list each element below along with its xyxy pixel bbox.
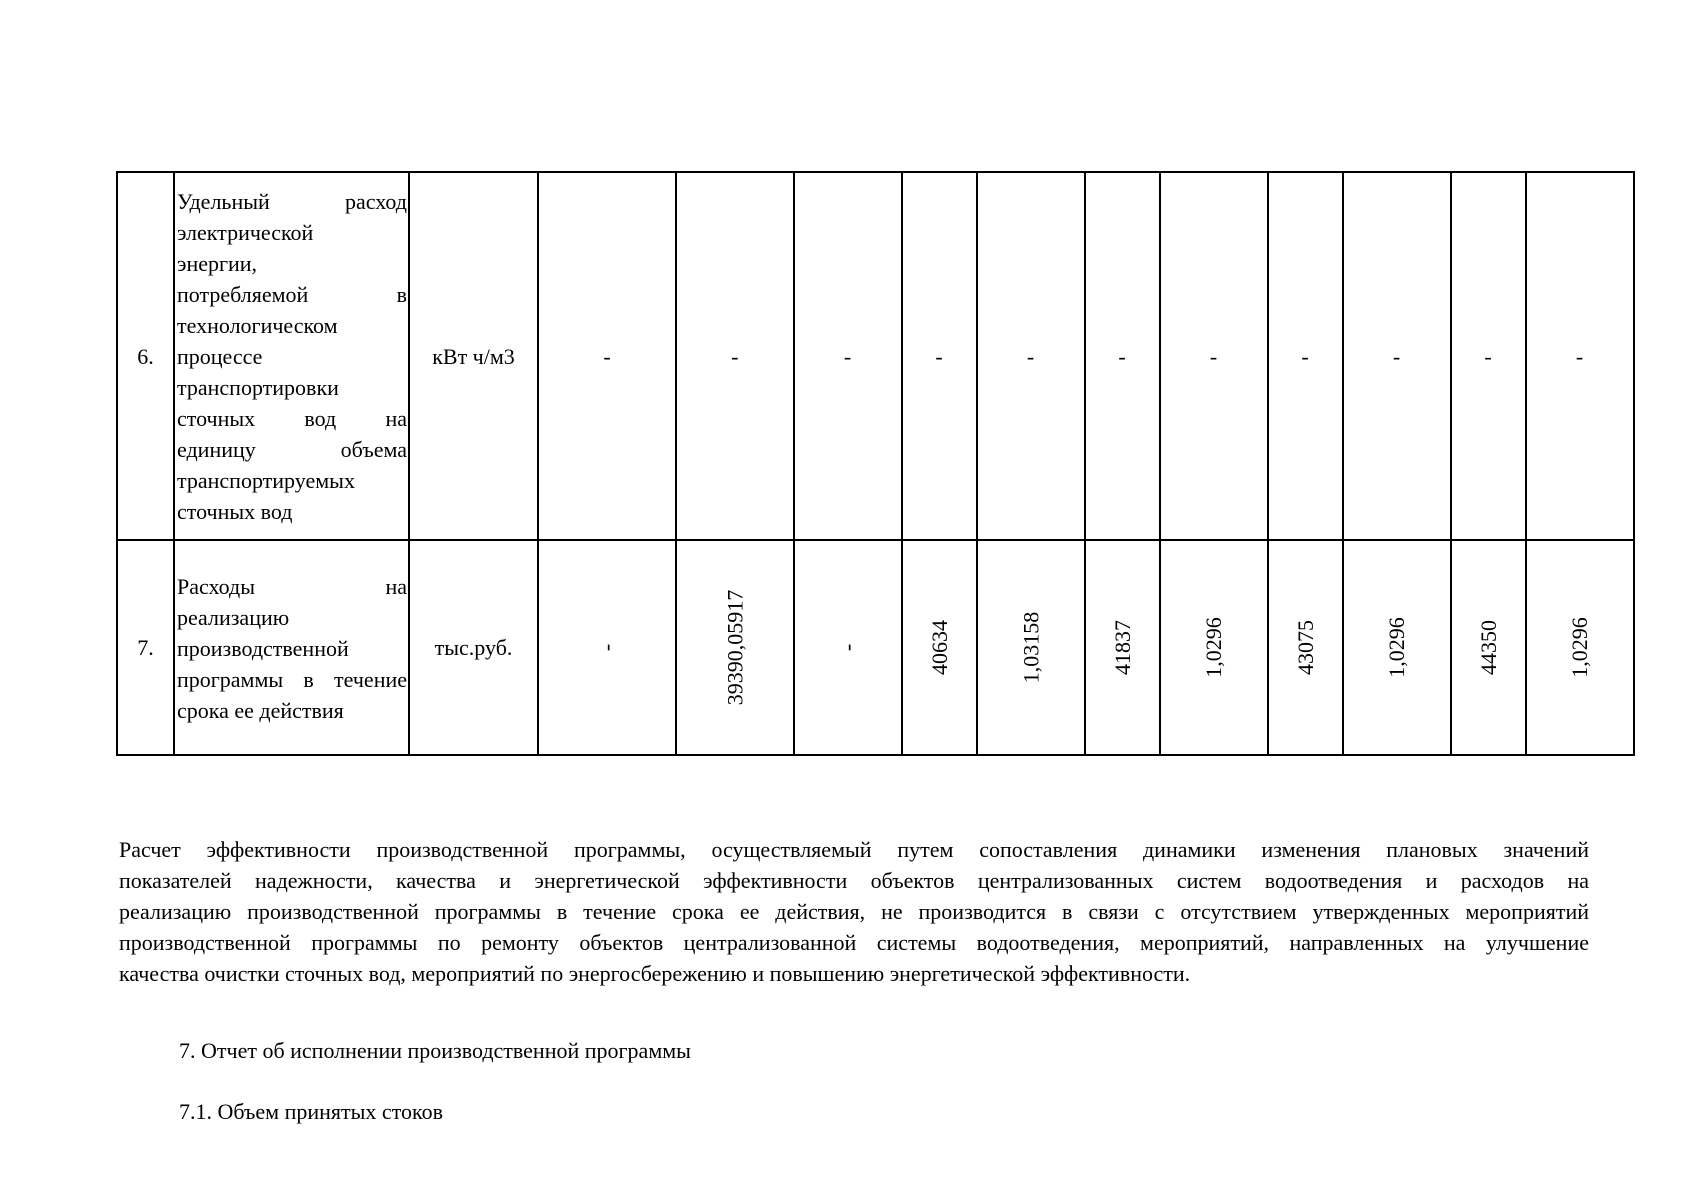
table-row <box>117 540 1634 755</box>
value-cell: - <box>1160 172 1268 540</box>
value-cell <box>1526 540 1634 755</box>
section-heading: 7. Отчет об исполнении производственной программы <box>179 1038 691 1063</box>
value-text: 1,0296 <box>1384 617 1409 678</box>
indicator-name-line: программы в течение <box>177 667 407 692</box>
indicator-name-line: Удельный расход <box>177 189 407 214</box>
paragraph-line: производственной программы по ремонту объектов централизованной системы водоотведения, мероприятий, направленных на улучшение <box>119 930 1589 955</box>
value-text: 43075 <box>1292 620 1318 675</box>
unit-cell: кВт ч/м3 <box>409 172 538 540</box>
indicator-name-line: единицу объема <box>177 437 407 462</box>
indicator-name <box>174 540 409 755</box>
value-text: 1,03158 <box>1018 611 1043 684</box>
row-number: 6. <box>117 172 174 540</box>
value-cell: - <box>1268 172 1343 540</box>
indicator-name-line: сточных вод на <box>177 406 407 431</box>
value-cell: - <box>1451 172 1526 540</box>
paragraph-line: реализацию производственной программы в течение срока ее действия, не производится в связи с отсутствием утвержденных мероприятий <box>119 899 1589 924</box>
indicator-name-line: транспортируемых <box>177 468 355 493</box>
value-text: 39390,05917 <box>722 589 748 706</box>
paragraph-line: показателей надежности, качества и энергетической эффективности объектов централизованных систем водоотведения и расходов на <box>119 868 1589 893</box>
value-cell <box>676 540 794 755</box>
value-text: 41837 <box>1109 620 1135 675</box>
row-number: 7. <box>117 540 174 755</box>
value-cell: - <box>902 172 977 540</box>
value-cell: - <box>1526 172 1634 540</box>
value-text: - <box>594 643 620 652</box>
value-cell <box>977 540 1085 755</box>
indicator-name-line: электрической <box>177 220 314 245</box>
paragraph-line: качества очистки сточных вод, мероприятий по энергосбережению и повышению энергетической эффективности. <box>119 961 1191 986</box>
value-cell <box>1268 540 1343 755</box>
efficiency-paragraph <box>119 834 1589 989</box>
value-cell <box>538 540 676 755</box>
value-cell <box>902 540 977 755</box>
table-row <box>117 172 1634 540</box>
value-cell <box>1085 540 1160 755</box>
indicator-name-line: технологическом <box>177 313 338 338</box>
value-cell: - <box>794 172 902 540</box>
indicator-name-line: производственной <box>177 636 349 661</box>
indicator-name-line: срока ее действия <box>177 698 344 723</box>
subsection-heading: 7.1. Объем принятых стоков <box>179 1099 443 1124</box>
value-text: 1,0296 <box>1201 617 1226 678</box>
value-cell <box>1451 540 1526 755</box>
value-cell: - <box>538 172 676 540</box>
value-text: 40634 <box>926 620 952 675</box>
paragraph-line: Расчет эффективности производственной программы, осуществляемый путем сопоставления динамики изменения плановых значений <box>119 837 1589 862</box>
indicator-name-line: процессе <box>177 344 263 369</box>
value-text: 1,0296 <box>1567 617 1592 678</box>
unit-cell: тыс.руб. <box>409 540 538 755</box>
value-text: - <box>834 643 860 652</box>
indicator-name-line: транспортировки <box>177 375 339 400</box>
value-cell: - <box>676 172 794 540</box>
value-cell: - <box>977 172 1085 540</box>
value-cell <box>1160 540 1268 755</box>
value-cell: - <box>1343 172 1451 540</box>
indicator-name-line: потребляемой в <box>177 282 407 307</box>
value-cell <box>794 540 902 755</box>
indicator-name-line: Расходы на <box>177 574 407 599</box>
indicator-name-line: сточных вод <box>177 499 293 524</box>
value-cell: - <box>1085 172 1160 540</box>
value-text: 44350 <box>1475 620 1501 675</box>
indicator-name-line: энергии, <box>177 251 258 276</box>
indicator-name-line: реализацию <box>177 605 290 630</box>
value-cell <box>1343 540 1451 755</box>
indicators-table <box>116 171 1635 756</box>
indicator-name <box>174 172 409 540</box>
